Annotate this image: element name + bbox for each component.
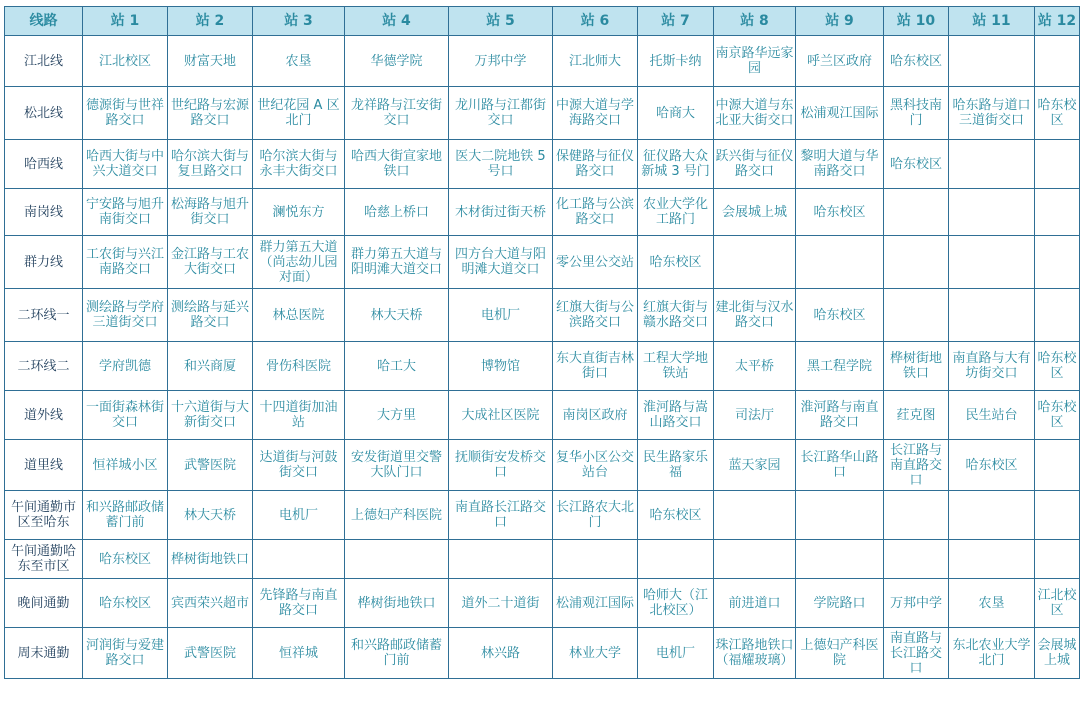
stop-cell: 十四道街加油站 [253,391,345,440]
empty-cell [1035,236,1080,289]
stop-cell: 河润街与爱建路交口 [83,628,168,679]
route-line-name: 江北线 [5,36,83,87]
column-header-stop-5: 站 5 [449,7,553,36]
stop-cell: 南直路与长江路交口 [884,628,949,679]
table-row [5,579,1080,628]
stop-cell: 东北农业大学北门 [949,628,1035,679]
stop-cell: 先锋路与南直路交口 [253,579,345,628]
header-row [5,7,1080,36]
empty-cell [449,540,553,579]
table-row [5,236,1080,289]
stop-cell: 和兴商厦 [168,342,253,391]
stop-cell: 红旗大街与赣水路交口 [638,289,714,342]
table-row [5,36,1080,87]
bus-route-table-container [4,6,1080,679]
route-line-name: 二环线一 [5,289,83,342]
empty-cell [345,540,449,579]
stop-cell: 电机厂 [638,628,714,679]
column-header-stop-6: 站 6 [553,7,638,36]
stop-cell: 长江路农大北门 [553,491,638,540]
stop-cell: 淮河路与南直路交口 [796,391,884,440]
column-header-stop-3: 站 3 [253,7,345,36]
empty-cell [714,540,796,579]
stop-cell: 松浦观江国际 [796,87,884,140]
stop-cell: 哈东校区 [1035,391,1080,440]
stop-cell: 江北校区 [1035,579,1080,628]
stop-cell: 南直路与大有坊街交口 [949,342,1035,391]
stop-cell: 哈东校区 [638,236,714,289]
stop-cell: 东大直街吉林街口 [553,342,638,391]
stop-cell: 学院路口 [796,579,884,628]
empty-cell [884,289,949,342]
route-line-name: 哈西线 [5,140,83,189]
stop-cell: 哈西大街宣家地铁口 [345,140,449,189]
stop-cell: 前进道口 [714,579,796,628]
stop-cell: 电机厂 [449,289,553,342]
stop-cell: 黑工程学院 [796,342,884,391]
stop-cell: 德源街与世祥路交口 [83,87,168,140]
column-header-stop-9: 站 9 [796,7,884,36]
stop-cell: 四方台大道与阳明滩大道交口 [449,236,553,289]
empty-cell [884,491,949,540]
stop-cell: 太平桥 [714,342,796,391]
stop-cell: 世纪路与宏源路交口 [168,87,253,140]
empty-cell [638,540,714,579]
stop-cell: 化工路与公滨路交口 [553,189,638,236]
stop-cell: 哈慈上桥口 [345,189,449,236]
empty-cell [949,236,1035,289]
stop-cell: 长江路与南直路交口 [884,440,949,491]
stop-cell: 木材街过街天桥 [449,189,553,236]
table-row [5,391,1080,440]
stop-cell: 跃兴街与征仪路交口 [714,140,796,189]
stop-cell: 南京路华远家园 [714,36,796,87]
stop-cell: 万邦中学 [449,36,553,87]
empty-cell [1035,540,1080,579]
stop-cell: 哈东校区 [796,289,884,342]
stop-cell: 建北街与汉水路交口 [714,289,796,342]
stop-cell: 一面街森林街交口 [83,391,168,440]
stop-cell: 群力第五大道（尚志幼儿园对面） [253,236,345,289]
stop-cell: 黎明大道与华南路交口 [796,140,884,189]
stop-cell: 林兴路 [449,628,553,679]
stop-cell: 荭克图 [884,391,949,440]
stop-cell: 哈东路与道口三道街交口 [949,87,1035,140]
stop-cell: 财富天地 [168,36,253,87]
stop-cell: 澜悦东方 [253,189,345,236]
stop-cell: 武警医院 [168,628,253,679]
empty-cell [1035,289,1080,342]
stop-cell: 哈尔滨大街与永丰大街交口 [253,140,345,189]
stop-cell: 托斯卡纳 [638,36,714,87]
route-line-name: 松北线 [5,87,83,140]
stop-cell: 哈东校区 [638,491,714,540]
stop-cell: 松海路与旭升街交口 [168,189,253,236]
stop-cell: 哈东校区 [83,579,168,628]
bus-route-table [4,6,1080,679]
stop-cell: 林业大学 [553,628,638,679]
stop-cell: 桦树街地铁口 [345,579,449,628]
empty-cell [796,236,884,289]
stop-cell: 博物馆 [449,342,553,391]
stop-cell: 哈东校区 [796,189,884,236]
stop-cell: 龙祥路与江安街交口 [345,87,449,140]
empty-cell [253,540,345,579]
stop-cell: 华德学院 [345,36,449,87]
stop-cell: 恒祥城 [253,628,345,679]
column-header-stop-4: 站 4 [345,7,449,36]
stop-cell: 民生路家乐福 [638,440,714,491]
stop-cell: 哈东校区 [884,36,949,87]
stop-cell: 大成社区医院 [449,391,553,440]
empty-cell [1035,440,1080,491]
stop-cell: 林总医院 [253,289,345,342]
stop-cell: 哈工大 [345,342,449,391]
stop-cell: 龙川路与江都街交口 [449,87,553,140]
stop-cell: 工农街与兴江南路交口 [83,236,168,289]
empty-cell [796,540,884,579]
empty-cell [949,491,1035,540]
stop-cell: 司法厅 [714,391,796,440]
stop-cell: 恒祥城小区 [83,440,168,491]
table-row [5,628,1080,679]
stop-cell: 会展城上城 [714,189,796,236]
stop-cell: 武警医院 [168,440,253,491]
table-header [5,7,1080,36]
stop-cell: 零公里公交站 [553,236,638,289]
stop-cell: 保健路与征仪路交口 [553,140,638,189]
stop-cell: 骨伤科医院 [253,342,345,391]
stop-cell: 农垦 [949,579,1035,628]
stop-cell: 金江路与工农大街交口 [168,236,253,289]
column-header-line: 线路 [5,7,83,36]
stop-cell: 和兴路邮政储蓄门前 [345,628,449,679]
table-row [5,440,1080,491]
stop-cell: 农垦 [253,36,345,87]
stop-cell: 哈东校区 [949,440,1035,491]
stop-cell: 道外二十道街 [449,579,553,628]
empty-cell [714,236,796,289]
column-header-stop-2: 站 2 [168,7,253,36]
empty-cell [553,540,638,579]
empty-cell [949,540,1035,579]
stop-cell: 抚顺街安发桥交口 [449,440,553,491]
stop-cell: 长江路华山路口 [796,440,884,491]
empty-cell [949,189,1035,236]
stop-cell: 哈东校区 [83,540,168,579]
stop-cell: 宁安路与旭升南街交口 [83,189,168,236]
table-row [5,342,1080,391]
empty-cell [949,140,1035,189]
column-header-stop-11: 站 11 [949,7,1035,36]
empty-cell [949,289,1035,342]
route-line-name: 道里线 [5,440,83,491]
stop-cell: 宾西荣兴超市 [168,579,253,628]
stop-cell: 大方里 [345,391,449,440]
route-line-name: 二环线二 [5,342,83,391]
stop-cell: 淮河路与嵩山路交口 [638,391,714,440]
table-row [5,140,1080,189]
stop-cell: 林大天桥 [168,491,253,540]
stop-cell: 哈师大（江北校区） [638,579,714,628]
stop-cell: 会展城上城 [1035,628,1080,679]
empty-cell [949,36,1035,87]
column-header-stop-12: 站 12 [1035,7,1080,36]
stop-cell: 中源大道与学海路交口 [553,87,638,140]
stop-cell: 桦树街地铁口 [884,342,949,391]
column-header-stop-8: 站 8 [714,7,796,36]
stop-cell: 民生站台 [949,391,1035,440]
stop-cell: 十六道街与大新街交口 [168,391,253,440]
stop-cell: 工程大学地铁站 [638,342,714,391]
column-header-stop-10: 站 10 [884,7,949,36]
stop-cell: 达道街与河鼓街交口 [253,440,345,491]
route-line-name: 午间通勤哈东至市区 [5,540,83,579]
column-header-stop-1: 站 1 [83,7,168,36]
empty-cell [1035,36,1080,87]
empty-cell [1035,491,1080,540]
table-row [5,87,1080,140]
stop-cell: 珠江路地铁口（福耀玻璃） [714,628,796,679]
stop-cell: 桦树街地铁口 [168,540,253,579]
stop-cell: 江北校区 [83,36,168,87]
stop-cell: 蓝天家园 [714,440,796,491]
table-row [5,289,1080,342]
empty-cell [884,189,949,236]
column-header-stop-7: 站 7 [638,7,714,36]
stop-cell: 哈商大 [638,87,714,140]
stop-cell: 中源大道与东北亚大街交口 [714,87,796,140]
table-row [5,540,1080,579]
stop-cell: 和兴路邮政储蓄门前 [83,491,168,540]
stop-cell: 征仪路大众新城 3 号门 [638,140,714,189]
stop-cell: 哈东校区 [1035,342,1080,391]
stop-cell: 林大天桥 [345,289,449,342]
route-line-name: 午间通勤市区至哈东 [5,491,83,540]
stop-cell: 南岗区政府 [553,391,638,440]
route-line-name: 群力线 [5,236,83,289]
stop-cell: 上德妇产科医院 [796,628,884,679]
empty-cell [884,236,949,289]
stop-cell: 南直路长江路交口 [449,491,553,540]
stop-cell: 安发街道里交警大队门口 [345,440,449,491]
stop-cell: 哈西大街与中兴大道交口 [83,140,168,189]
stop-cell: 世纪花园 A 区北门 [253,87,345,140]
stop-cell: 松浦观江国际 [553,579,638,628]
stop-cell: 哈东校区 [1035,87,1080,140]
route-line-name: 道外线 [5,391,83,440]
stop-cell: 哈尔滨大街与复旦路交口 [168,140,253,189]
stop-cell: 医大二院地铁 5 号口 [449,140,553,189]
stop-cell: 江北师大 [553,36,638,87]
stop-cell: 上德妇产科医院 [345,491,449,540]
stop-cell: 测绘路与延兴路交口 [168,289,253,342]
stop-cell: 万邦中学 [884,579,949,628]
route-line-name: 南岗线 [5,189,83,236]
table-body [5,36,1080,679]
stop-cell: 哈东校区 [884,140,949,189]
empty-cell [884,540,949,579]
stop-cell: 复华小区公交站台 [553,440,638,491]
empty-cell [796,491,884,540]
stop-cell: 群力第五大道与阳明滩大道交口 [345,236,449,289]
table-row [5,189,1080,236]
stop-cell: 学府凯德 [83,342,168,391]
empty-cell [1035,189,1080,236]
table-row [5,491,1080,540]
empty-cell [1035,140,1080,189]
stop-cell: 农业大学化工路门 [638,189,714,236]
stop-cell: 电机厂 [253,491,345,540]
stop-cell: 黑科技南门 [884,87,949,140]
empty-cell [714,491,796,540]
route-line-name: 晚间通勤 [5,579,83,628]
route-line-name: 周末通勤 [5,628,83,679]
stop-cell: 红旗大街与公滨路交口 [553,289,638,342]
stop-cell: 呼兰区政府 [796,36,884,87]
stop-cell: 测绘路与学府三道街交口 [83,289,168,342]
